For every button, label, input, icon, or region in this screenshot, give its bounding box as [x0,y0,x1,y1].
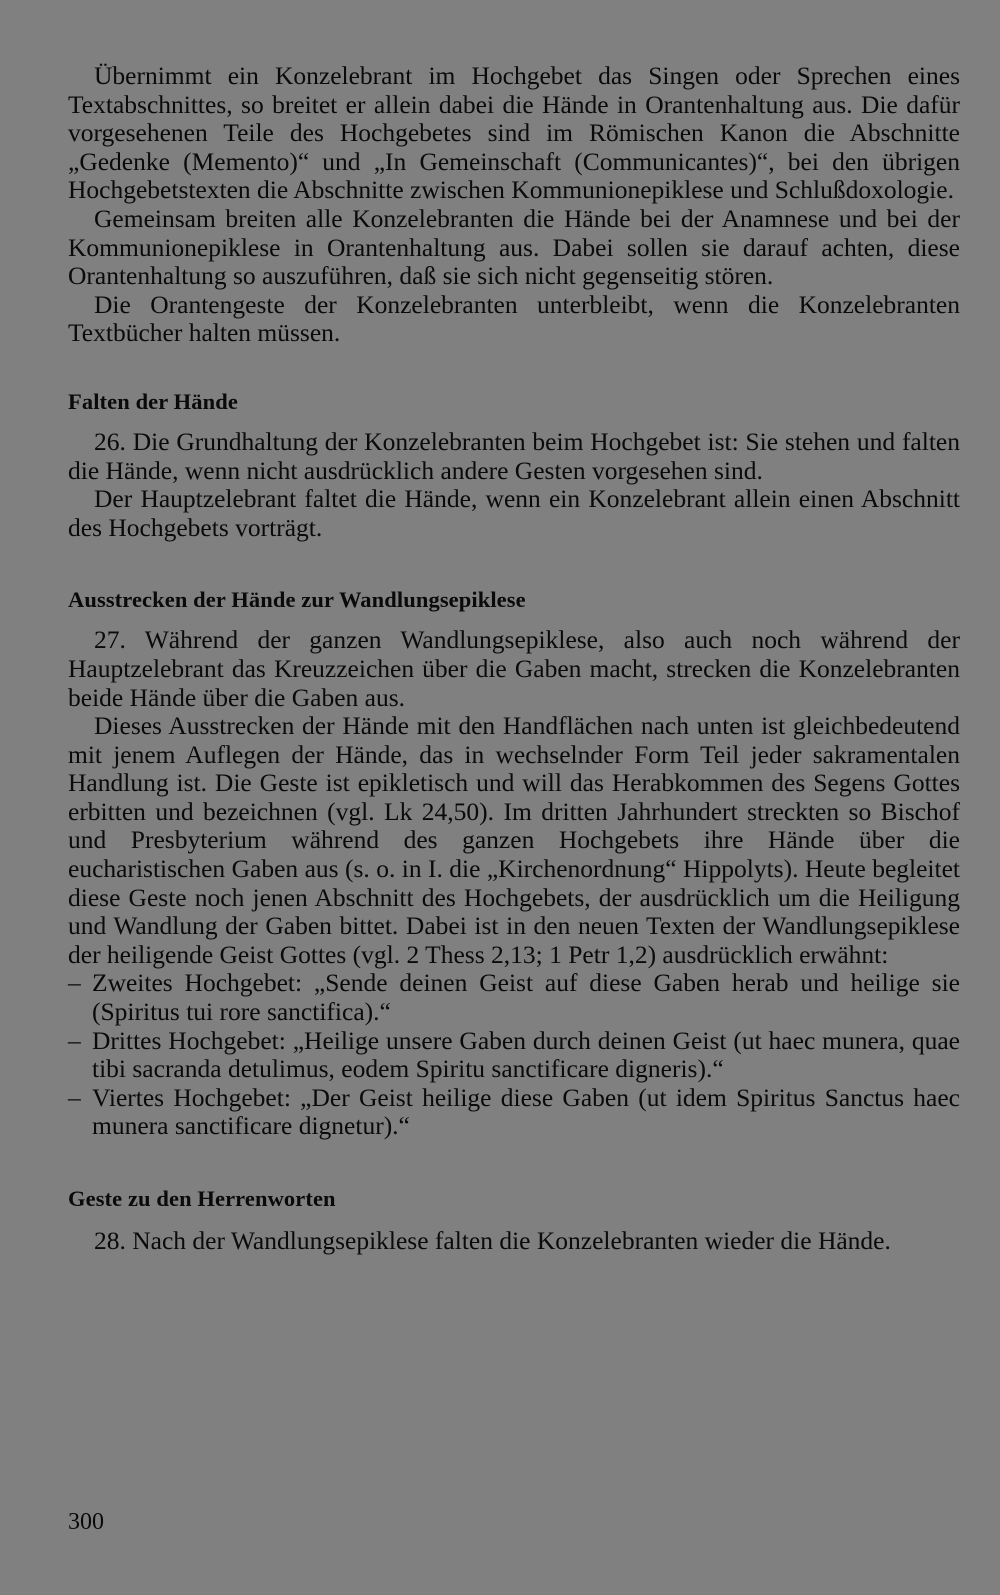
page-number: 300 [68,1509,104,1535]
paragraph-27-continued: Dieses Ausstrecken der Hände mit den Handflächen nach unten ist gleichbedeutend mit jenem Auflegen der Hände, das in wechselnder Form Teil jeder sakramentalen Handlung ist. Die Geste ist epikletisch und will das Herabkommen des Segens Gottes erbitten und bezeichnen (vgl. Lk 24,50). Im dritten Jahrhundert streckten so Bischof und Presbyterium während des ganzen Hochgebets ihre Hände über die eucharistischen Gaben aus (s. o. in I. die „Kirchenordnung“ Hippolyts). Heute begleitet diese Geste noch jenen Abschnitt des Hochgebets, der ausdrücklich um die Heiligung und Wandlung der Gaben bittet. Dabei ist in den neuen Texten der Wandlungsepiklese der heiligende Geist Gottes (vgl. 2 Thess 2,13; 1 Petr 1,2) ausdrücklich erwähnt: [68,711,960,969]
page-body [68,62,960,1256]
intro-paragraph-2: Gemeinsam breiten alle Konzelebranten die Hände bei der Anamnese und bei der Kommunionepiklese in Orantenhaltung aus. Dabei sollen sie darauf achten, diese Orantenhaltung so auszuführen, daß sie sich nicht gegenseitig stören. [68,203,960,291]
intro-paragraph-1: Übernimmt ein Konzelebrant im Hochgebet das Singen oder Sprechen eines Textabschnittes, so breitet er allein dabei die Hände in Orantenhaltung aus. Die dafür vorgesehenen Teile des Hochgebetes sind im Römischen Kanon die Abschnitte „Gedenke (Memento)“ und „In Gemeinschaft (Communicantes)“, bei den übrigen Hochgebetstexten die Abschnitte zwischen Kommunionepiklese und Schlußdoxologie. [68,61,960,205]
list-item-text: Viertes Hochgebet: „Der Geist heilige diese Gaben (ut idem Spiritus Sanctus haec munera sanctificare dignetur).“ [92,1082,960,1141]
list-item-viertes-hochgebet [68,1084,960,1141]
paragraph-26-continued: Der Hauptzelebrant faltet die Hände, wenn ein Konzelebrant allein einen Abschnitt des Hochgebets vorträgt. [68,484,960,542]
paragraph-28: 28. Nach der Wandlungsepiklese falten die Konzelebranten wieder die Hände. [94,1226,891,1255]
list-item-drittes-hochgebet [68,1027,960,1084]
heading-falten-der-haende: Falten der Hände [68,388,238,414]
dash-bullet: – [68,968,81,998]
intro-paragraph-3: Die Orantengeste der Konzelebranten unterbleibt, wenn die Konzelebranten Textbücher halten müssen. [68,289,960,348]
heading-geste-zu-den-herrenworten: Geste zu den Herrenworten [68,1186,336,1211]
list-item-text: Zweites Hochgebet: „Sende deinen Geist auf diese Gaben herab und heilige sie (Spiritus tui rore sanctifica).“ [92,968,960,1027]
paragraph-26: 26. Die Grundhaltung der Konzelebranten beim Hochgebet ist: Sie stehen und falten die Hände, wenn nicht ausdrücklich andere Gesten vorgesehen sind. [68,426,960,485]
list-item-zweites-hochgebet [68,969,960,1026]
dash-bullet: – [68,1082,81,1112]
heading-ausstrecken-der-haende: Ausstrecken der Hände zur Wandlungsepiklese [68,587,526,613]
list-item-text: Drittes Hochgebet: „Heilige unsere Gaben durch deinen Geist (ut haec munera, quae tibi sacranda detulimus, eodem Spiritu sanctificare digneris).“ [92,1025,960,1084]
hochgebet-list [68,969,960,1141]
paragraph-27: 27. Während der ganzen Wandlungsepiklese, also auch noch während der Hauptzelebrant das Kreuzzeichen über die Gaben macht, strecken die Konzelebranten beide Hände über die Gaben aus. [68,625,960,712]
dash-bullet: – [68,1025,81,1055]
